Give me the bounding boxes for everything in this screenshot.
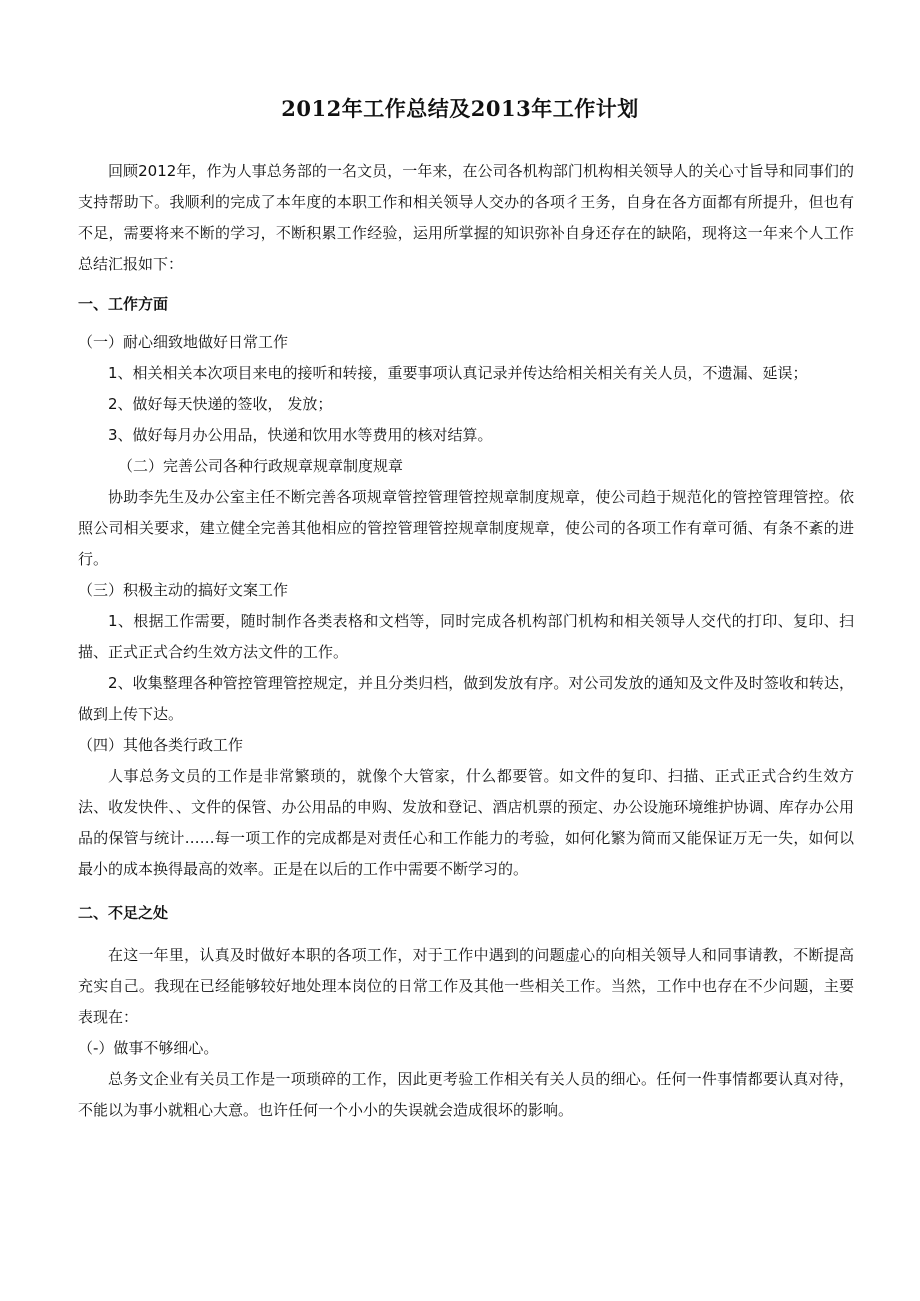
section-heading-work: 一、工作方面 [78, 295, 169, 313]
list-item: 1、根据工作需要，随时制作各类表格和文档等，同时完成各机构部门机构和相关领导人交代的打印、复印、扫描、正式正式合约生效方法文件的工作。 [78, 612, 854, 661]
shortcomings-intro-paragraph: 在这一年里，认真及时做好本职的各项工作，对于工作中遇到的问题虚心的向相关领导人和同事请教，不断提高充实自己。我现在已经能够较好地处理本岗位的日常工作及其他一些相关工作。当然，工作中也存在不少问题，主要表现在： [78, 946, 854, 1026]
list-item: 1、相关相关本次项目来电的接听和转接，重要事项认真记录并传达给相关相关有关人员，不遗漏、延误； [108, 364, 808, 382]
document-title: 2012年工作总结及2013年工作计划 [281, 96, 639, 121]
list-item: 2、做好每天快递的签收， 发放； [108, 395, 333, 413]
subsection-heading-other-admin: （四）其他各类行政工作 [78, 736, 244, 754]
subsection-heading-regulations: （二）完善公司各种行政规章规章制度规章 [118, 457, 404, 475]
list-item: 3、做好每月办公用品，快递和饮用水等费用的核对结算。 [108, 426, 493, 444]
section-heading-shortcomings: 二、不足之处 [78, 904, 169, 922]
subsection-heading-carefulness: （-）做事不够细心。 [78, 1039, 219, 1057]
carefulness-paragraph: 总务文企业有关员工作是一项琐碎的工作，因此更考验工作相关有关人员的细心。任何一件事情都要认真对待，不能以为事小就粗心大意。也许任何一个小小的失误就会造成很坏的影响。 [78, 1070, 854, 1119]
document-body [78, 156, 854, 1126]
subsection-heading-daily-work: （一）耐心细致地做好日常工作 [78, 333, 289, 351]
regulations-paragraph: 协助李先生及办公室主任不断完善各项规章管控管理管控规章制度规章，使公司趋于规范化的管控管理管控。依照公司相关要求，建立健全完善其他相应的管控管理管控规章制度规章，使公司的各项工作有章可循、有条不紊的进行。 [78, 488, 854, 568]
list-item: 2、收集整理各种管控管理管控规定，并且分类归档，做到发放有序。对公司发放的通知及文件及时签收和转达，做到上传下达。 [78, 674, 854, 723]
intro-paragraph: 回顾2012年，作为人事总务部的一名文员，一年来，在公司各机构部门机构相关领导人的关心寸旨导和同事们的支持帮助下。我顺利的完成了本年度的本职工作和相关领导人交办的各项彳王务，自身在各方面都有所提升，但也有不足，需要将来不断的学习，不断积累工作经验，运用所掌握的知识弥补自身还存在的缺陷，现将这一年来个人工作总结汇报如下： [78, 162, 854, 273]
other-admin-paragraph: 人事总务文员的工作是非常繁琐的，就像个大管家，什么都要管。如文件的复印、扫描、正式正式合约生效方法、收发快件、、文件的保管、办公用品的申购、发放和登记、酒店机票的预定、办公设施环境维护协调、库存办公用品的保管与统计……每一项工作的完成都是对责任心和工作能力的考验，如何化繁为简而又能保证万无一失，如何以最小的成本换得最高的效率。正是在以后的工作中需要不断学习的。 [78, 767, 854, 878]
subsection-heading-documents: （三）积极主动的搞好文案工作 [78, 581, 289, 599]
